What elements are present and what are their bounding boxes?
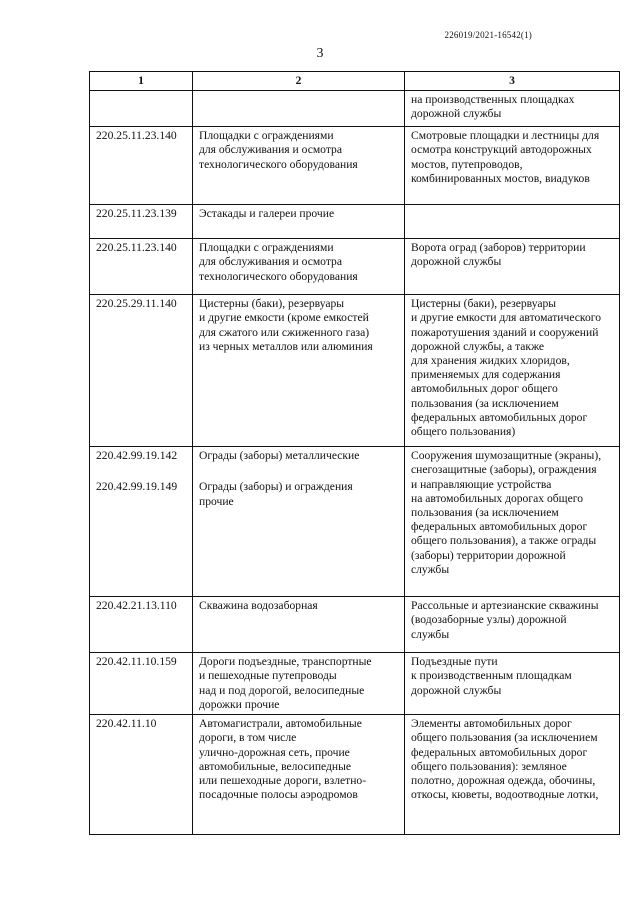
- table-row: [90, 205, 620, 239]
- okof-name-cell-text: Дороги подъездные, транспортные и пешеходные путепроводы над и под дорогой, велосипедные дорожки прочие: [199, 655, 372, 711]
- column-header-3: 3: [405, 72, 620, 91]
- description-cell: [405, 295, 620, 447]
- table-header-row: [90, 72, 620, 91]
- okof-code-cell-text: 220.42.11.10.159: [96, 655, 177, 669]
- okof-name-cell-text: Площадки с ограждениями для обслуживания и осмотра технологического оборудования: [199, 241, 358, 283]
- description-cell-text: Подъездные пути к производственным площадкам дорожной службы: [411, 655, 572, 697]
- okof-code-cell: [90, 127, 193, 205]
- okof-name-cell: [193, 715, 405, 835]
- description-cell-text: Смотровые площадки и лестницы для осмотра конструкций автодорожных мостов, путепроводов, комбинированных мостов, виадуков: [411, 129, 600, 185]
- okof-code-cell-text: 220.42.11.10: [96, 717, 157, 731]
- table-row: [90, 597, 620, 653]
- description-cell-text: Цистерны (баки), резервуары и другие емкости для автоматического пожаротушения зданий и сооружений дорожной службы, а также для хранения жидких хлоридов, применяемых для содержания автомобильных дорог общего пользования (за исключением федеральных автомобильных дорог общего пользования): [411, 297, 601, 439]
- okof-name-cell-text: Скважина водозаборная: [199, 599, 318, 613]
- table-row: [90, 295, 620, 447]
- okof-code-cell: [90, 91, 193, 127]
- okof-code-cell-text: 220.25.11.23.139: [96, 207, 177, 221]
- table-row: [90, 447, 620, 597]
- okof-code-cell: [90, 597, 193, 653]
- description-cell: [405, 447, 620, 597]
- description-cell-text: Рассольные и артезианские скважины (водозаборные узлы) дорожной службы: [411, 599, 599, 641]
- column-header-2: 2: [193, 72, 405, 91]
- description-cell-text: Элементы автомобильных дорог общего пользования (за исключением федеральных автомобильных дорог общего пользования): земляное полотно, дорожная одежда, обочины, откосы, кюветы, водоотводные лотки,: [411, 717, 599, 802]
- description-cell: [405, 653, 620, 715]
- okof-name-cell: [193, 91, 405, 127]
- okof-name-cell: [193, 597, 405, 653]
- description-cell: [405, 715, 620, 835]
- okof-name-cell-text: Площадки с ограждениями для обслуживания и осмотра технологического оборудования: [199, 129, 358, 171]
- classification-table: [89, 71, 620, 835]
- table-row: [90, 127, 620, 205]
- okof-code-cell-text: 220.42.99.19.142: [96, 449, 178, 463]
- okof-code-cell: [90, 205, 193, 239]
- okof-name-cell: [193, 447, 405, 597]
- okof-code-cell: [90, 715, 193, 835]
- okof-name-cell: [193, 295, 405, 447]
- okof-name-cell: [193, 127, 405, 205]
- okof-code-cell: [90, 295, 193, 447]
- description-cell-text: на производственных площадках дорожной службы: [411, 93, 575, 121]
- okof-name-cell-text: Эстакады и галереи прочие: [199, 207, 335, 221]
- cell-spacer: [96, 463, 187, 480]
- okof-code-cell-text: 220.25.11.23.140: [96, 129, 177, 143]
- okof-code-cell-text: 220.25.29.11.140: [96, 297, 177, 311]
- description-cell: [405, 239, 620, 295]
- description-cell: [405, 127, 620, 205]
- okof-name-cell: [193, 205, 405, 239]
- document-id: 226019/2021-16542(1): [444, 30, 532, 40]
- description-cell: [405, 205, 620, 239]
- okof-name-cell-text: Ограды (заборы) и ограждения прочие: [199, 480, 353, 508]
- table-row: [90, 653, 620, 715]
- description-cell: [405, 91, 620, 127]
- okof-name-cell-text: Автомагистрали, автомобильные дороги, в том числе улично-дорожная сеть, прочие автомобильные, велосипедные или пешеходные дороги, взлетно- посадочные полосы аэродромов: [199, 717, 367, 802]
- okof-name-cell-text: Ограды (заборы) металлические: [199, 449, 360, 463]
- table-row: [90, 91, 620, 127]
- column-header-1: 1: [90, 72, 193, 91]
- okof-name-cell: [193, 239, 405, 295]
- page-number: 3: [316, 46, 324, 61]
- description-cell: [405, 597, 620, 653]
- okof-code-cell: [90, 653, 193, 715]
- okof-code-cell: [90, 239, 193, 295]
- table-row: [90, 715, 620, 835]
- okof-code-cell-text: 220.42.99.19.149: [96, 480, 178, 494]
- okof-code-cell-text: 220.42.21.13.110: [96, 599, 177, 613]
- description-cell-text: Сооружения шумозащитные (экраны), снегозащитные (заборы), ограждения и направляющие устройства на автомобильных дорогах общего пользования (за исключением федеральных автомобильных дорог общего пользования), а также ограды (заборы) территории дорожной службы: [411, 449, 602, 576]
- okof-code-cell: [90, 447, 193, 597]
- description-cell-text: Ворота оград (заборов) территории дорожной службы: [411, 241, 586, 269]
- cell-spacer: [199, 463, 399, 480]
- table-row: [90, 239, 620, 295]
- okof-name-cell: [193, 653, 405, 715]
- okof-code-cell-text: 220.25.11.23.140: [96, 241, 177, 255]
- okof-name-cell-text: Цистерны (баки), резервуары и другие емкости (кроме емкостей для сжатого или сжиженного газа) из черных металлов или алюминия: [199, 297, 373, 353]
